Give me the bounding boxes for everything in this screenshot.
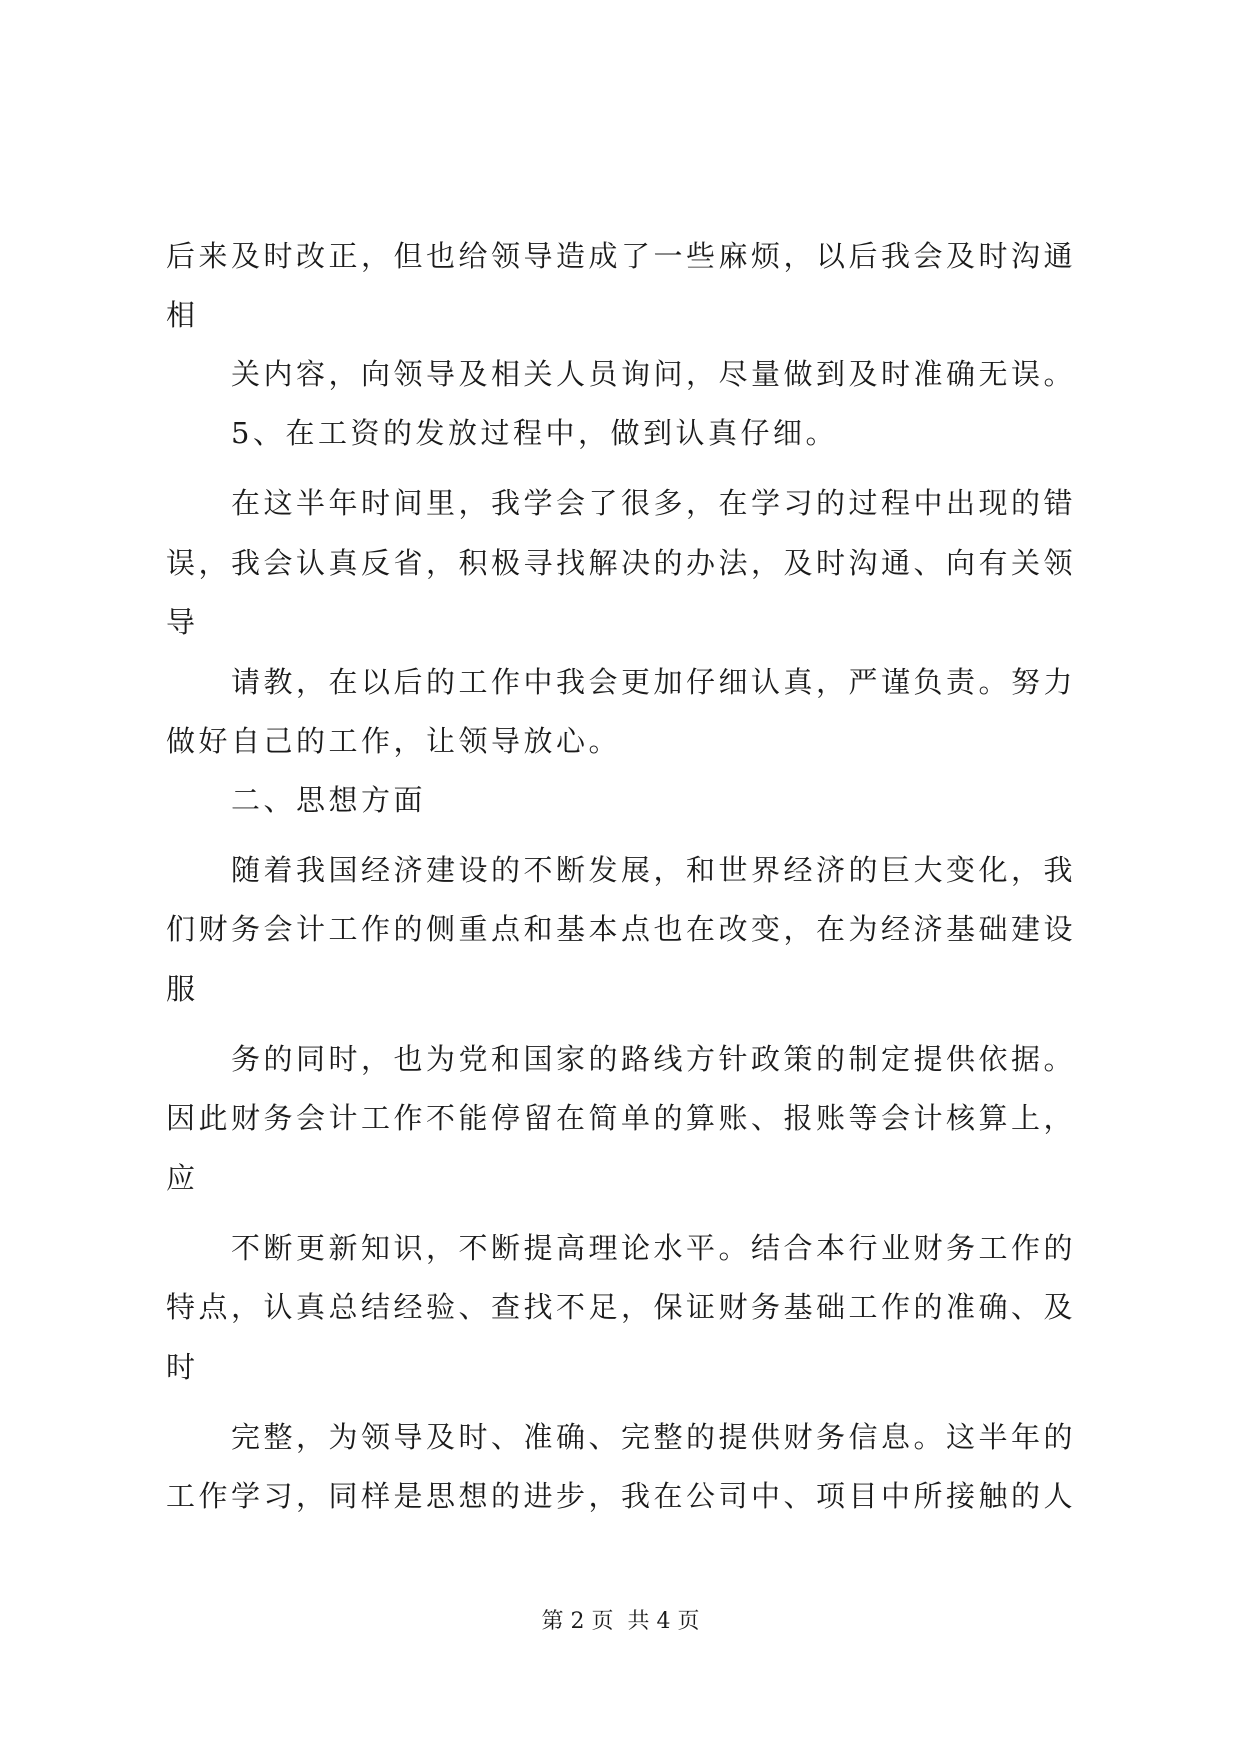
text-line: 5、在工资的发放过程中，做到认真仔细。 [231,416,838,450]
text-line: 请教，在以后的工作中我会更加仔细认真，严谨负责。努力 [231,665,1077,699]
text-line: 应 [166,1161,199,1195]
text-line: 因此财务会计工作不能停留在简单的算账、报账等会计核算上， [166,1101,1077,1135]
text-line: 服 [166,972,199,1006]
text-line: 在这半年时间里，我学会了很多，在学习的过程中出现的错 [231,486,1077,520]
text-line: 务的同时，也为党和国家的路线方针政策的制定提供依据。 [231,1042,1077,1076]
text-line: 误，我会认真反省，积极寻找解决的办法，及时沟通、向有关领 [166,546,1077,580]
text-line: 做好自己的工作，让领导放心。 [166,724,622,758]
text-line: 导 [166,605,199,639]
text-line: 时 [166,1350,199,1384]
text-line: 关内容，向领导及相关人员询问，尽量做到及时准确无误。 [231,357,1077,391]
text-line: 们财务会计工作的侧重点和基本点也在改变，在为经济基础建设 [166,912,1077,946]
text-line: 完整，为领导及时、准确、完整的提供财务信息。这半年的 [231,1420,1077,1454]
page-footer [0,1608,1241,1636]
text-line: 二、思想方面 [231,783,427,817]
page-number: 第 2 页 共 4 页 [541,1609,700,1634]
text-line: 不断更新知识，不断提高理论水平。结合本行业财务工作的 [231,1231,1077,1265]
text-line: 后来及时改正，但也给领导造成了一些麻烦，以后我会及时沟通 [166,239,1077,273]
text-line: 随着我国经济建设的不断发展，和世界经济的巨大变化，我 [231,853,1077,887]
text-line: 特点，认真总结经验、查找不足，保证财务基础工作的准确、及 [166,1290,1077,1324]
text-line: 工作学习，同样是思想的进步，我在公司中、项目中所接触的人 [166,1479,1077,1513]
text-line: 相 [166,298,199,332]
